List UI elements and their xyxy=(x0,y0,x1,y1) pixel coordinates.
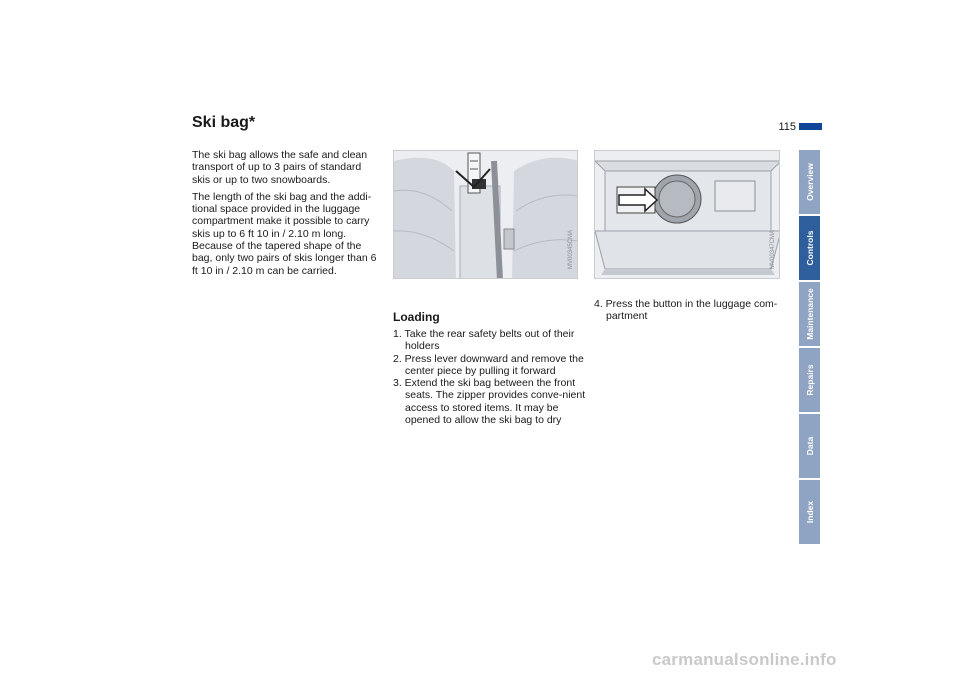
tab-repairs[interactable] xyxy=(799,348,820,412)
tab-label: Data xyxy=(804,436,815,456)
rear-seat-illustration xyxy=(394,151,578,279)
loading-steps xyxy=(393,328,589,426)
figure-rear-seat xyxy=(393,150,578,279)
tab-label: Maintenance xyxy=(804,288,815,340)
tab-label: Index xyxy=(804,500,815,524)
page-marker-bar xyxy=(799,123,822,130)
loading-continued xyxy=(594,298,790,323)
section-tabs xyxy=(799,150,820,546)
step-item: 1. Take the rear safety belts out of their holders xyxy=(393,328,575,353)
tab-data[interactable] xyxy=(799,414,820,478)
figure-luggage-compartment xyxy=(594,150,780,279)
tab-label: Controls xyxy=(804,230,815,266)
loading-section xyxy=(393,311,589,426)
footer-watermark: carmanualsonline.info xyxy=(652,650,837,669)
figure-code: MV00347CMA xyxy=(770,229,776,269)
tab-controls[interactable] xyxy=(799,216,820,280)
tab-label: Repairs xyxy=(804,364,815,396)
tab-label: Overview xyxy=(804,163,815,201)
page-title: Ski bag* xyxy=(192,114,256,131)
tab-maintenance[interactable] xyxy=(799,282,820,346)
intro-paragraph: The length of the ski bag and the addi-tional space provided in the luggage compartment make it possible to carry skis up to 6 ft 10 in / 2.10 m long. Because of the tapered shape of the bag, only two pairs of skis longer than 6 ft 10 in / 2.10 m can be carried. xyxy=(192,190,377,277)
page-number: 115 xyxy=(778,121,796,133)
loading-steps-continued xyxy=(594,298,790,323)
luggage-compartment-illustration xyxy=(595,151,780,279)
tab-overview[interactable] xyxy=(799,150,820,214)
step-item: 3. Extend the ski bag between the front seats. The zipper provides conve-nient access to stored items. It may be opened to allow the ski bag to dry xyxy=(393,377,586,427)
tab-index[interactable] xyxy=(799,480,820,544)
intro-paragraph: The ski bag allows the safe and clean transport of up to 3 pairs of standard skis or up to two snowboards. xyxy=(192,149,368,186)
loading-heading: Loading xyxy=(393,310,440,324)
figure-code: MV00345CMA xyxy=(568,229,574,269)
step-item: 2. Press lever downward and remove the center piece by pulling it forward xyxy=(393,352,584,377)
step-item: 4. Press the button in the luggage com-partment xyxy=(594,298,778,323)
intro-text xyxy=(192,149,382,282)
